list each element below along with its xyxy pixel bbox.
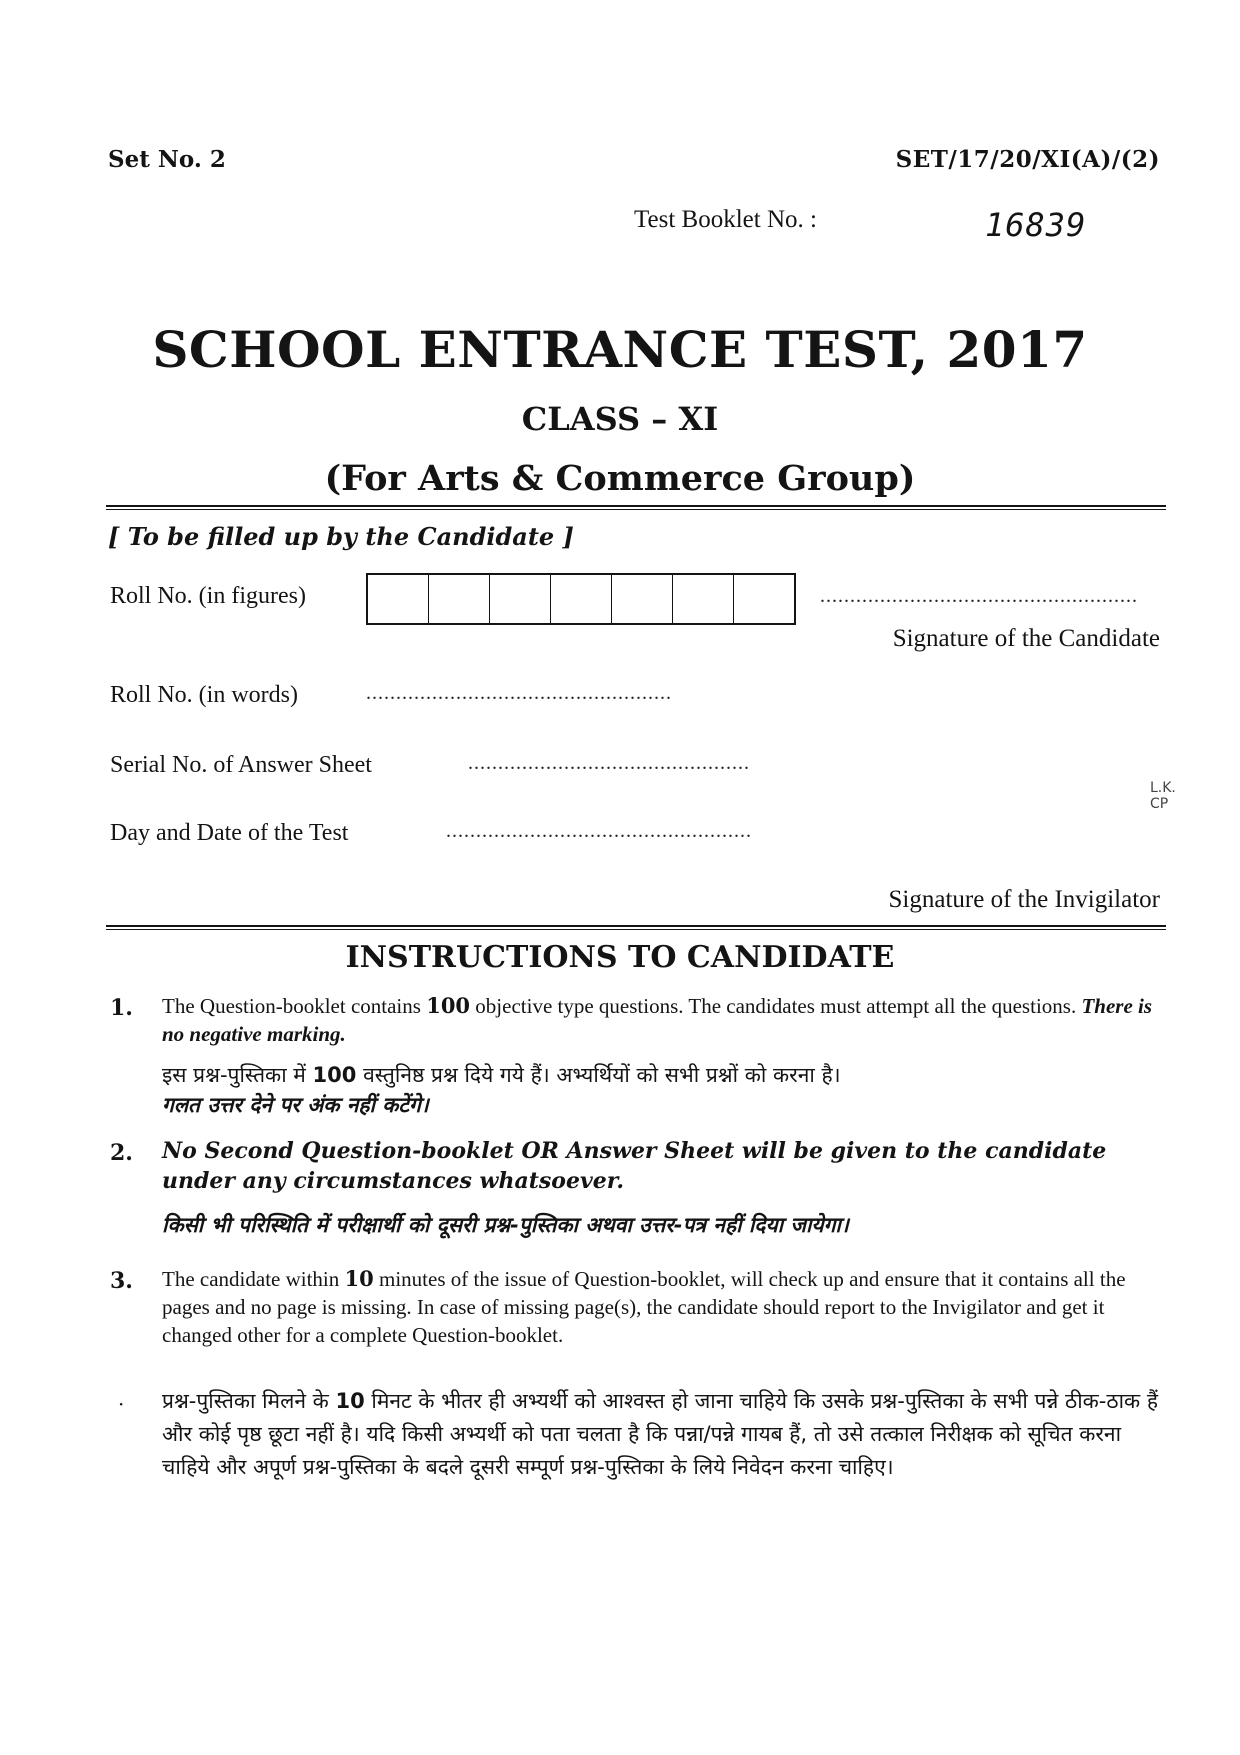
serial-number-label: Serial No. of Answer Sheet [110,752,372,778]
instruction-number: 2. [110,1140,133,1166]
roll-digit-box[interactable] [368,575,429,623]
roll-words-field[interactable]: ................................................... [366,682,672,704]
roll-words-label: Roll No. (in words) [110,682,298,708]
set-code: SET/17/20/XI(A)/(2) [895,146,1160,173]
group-title: (For Arts & Commerce Group) [324,458,916,499]
test-date-label: Day and Date of the Test [110,820,349,846]
instruction-3-english: The candidate within 10 minutes of the issue of Question-booklet, will check up and ensure that it contains all the pages and no page is missing. In case of missing page(s), the candidate should report to the Invigilator and get it changed other for a complete Question-booklet. [162,1266,1126,1347]
roll-figures-label: Roll No. (in figures) [110,583,306,609]
margin-handwritten-mark: L.K. CP [1150,780,1176,812]
instruction-number: 1. [110,995,133,1021]
exam-title: SCHOOL ENTRANCE TEST, 2017 [152,320,1088,379]
instruction-2-hindi: किसी भी परिस्थिति में परीक्षार्थी को दूसरी प्रश्न-पुस्तिका अथवा उत्तर-पत्र नहीं दिया जायेगा। [162,1213,849,1237]
divider-top [106,505,1166,507]
instruction-3-hindi: प्रश्न-पुस्तिका मिलने के 10 मिनट के भीतर ही अभ्यर्थी को आश्वस्त हो जाना चाहिये कि उसके प्रश्न-पुस्तिका के सभी पन्ने ठीक-ठाक हैं और कोई पृष्ठ छूटा नहीं है। यदि किसी अभ्यर्थी को पता चलता है कि पन्ना/पन्ने गायब हैं, तो उसे तत्काल निरीक्षक को सूचित करना चाहिये और अपूर्ण प्रश्न-पुस्तिका के बदले दूसरी सम्पूर्ण प्रश्न-पुस्तिका के लिये निवेदन करना चाहिए। [162,1389,1158,1479]
roll-digit-box[interactable] [612,575,673,623]
divider-top-thin [106,509,1166,510]
class-title: CLASS – XI [521,400,719,438]
instruction-1-english: The Question-booklet contains 100 objective type questions. The candidates must attempt all the questions. There is no negative marking. [162,993,1153,1046]
roll-number-boxes[interactable] [366,573,796,625]
invigilator-signature-label: Signature of the Invigilator [888,886,1160,913]
divider-middle [106,925,1166,927]
booklet-number: 16839 [985,206,1087,244]
roll-digit-box[interactable] [429,575,490,623]
roll-digit-box[interactable] [490,575,551,623]
instructions-title: INSTRUCTIONS TO CANDIDATE [345,940,895,975]
booklet-number-label: Test Booklet No. : [634,206,817,233]
instruction-1-hindi: इस प्रश्न-पुस्तिका में 100 वस्तुनिष्ठ प्रश्न दिये गये हैं। अभ्यर्थियों को सभी प्रश्नों को करना है। गलत उत्तर देने पर अंक नहीं कटेंगे। [162,1063,841,1117]
test-date-field[interactable]: ................................................... [446,820,752,842]
instruction-2-english: No Second Question-booklet OR Answer Sheet will be given to the candidate under any circumstances whatsoever. [162,1138,1107,1194]
bullet-marker: · [118,1392,125,1416]
candidate-signature-line[interactable]: ..................................................... [820,585,1138,607]
candidate-fill-note: [ To be filled up by the Candidate ] [108,522,574,551]
roll-digit-box[interactable] [734,575,794,623]
roll-digit-box[interactable] [551,575,612,623]
divider-middle-thin [106,929,1166,930]
set-number: Set No. 2 [108,146,226,173]
candidate-signature-label: Signature of the Candidate [892,625,1160,652]
serial-number-field[interactable]: ............................................... [468,752,750,774]
instruction-number: 3. [110,1268,133,1294]
roll-digit-box[interactable] [673,575,734,623]
